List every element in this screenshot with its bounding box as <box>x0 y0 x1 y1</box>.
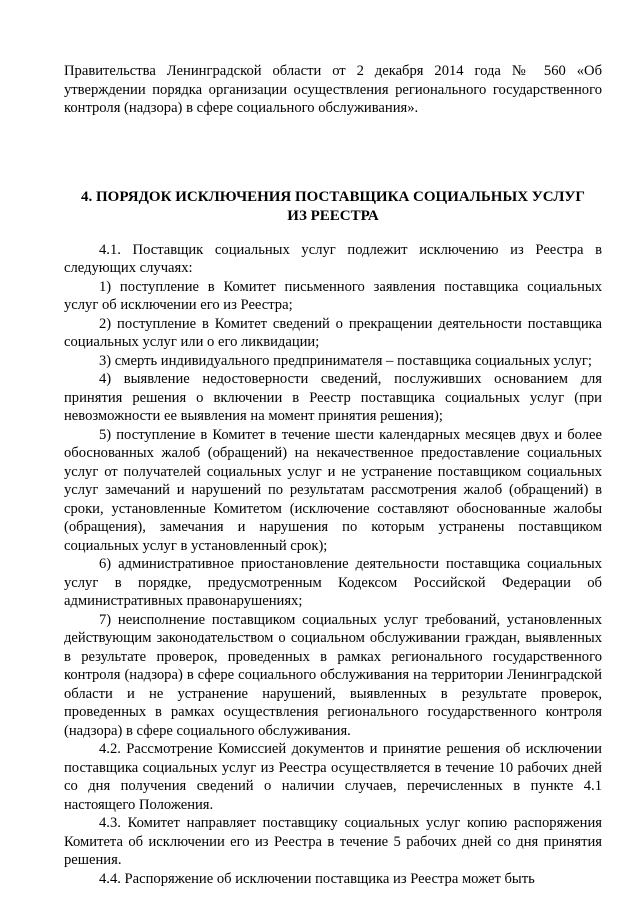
list-item-5: 5) поступление в Комитет в течение шести календарных месяцев двух и более обоснованных жалоб (обращений) на некачественное предоставление социальных услуг от получателей социальных услуг и не устранение поставщиком социальных услуг замечаний и нарушений по результатам рассмотрения жалоб (обращений) в сроки, установленные Комитетом (исключение составляют обоснованные жалобы (обращения), замечания и нарушения по которым устранены поставщиком социальных услуг в установленный срок); <box>64 426 602 554</box>
list-item-1: 1) поступление в Комитет письменного заявления поставщика социальных услуг об исключении его из Реестра; <box>64 278 602 313</box>
list-item-3: 3) смерть индивидуального предпринимателя – поставщика социальных услуг; <box>99 352 592 369</box>
paragraph-4-4: 4.4. Распоряжение об исключении поставщика из Реестра может быть <box>99 870 535 887</box>
paragraph-4-1: 4.1. Поставщик социальных услуг подлежит исключению из Реестра в следующих случаях: <box>64 241 602 276</box>
list-item-6: 6) административное приостановление деятельности поставщика социальных услуг в порядке, предусмотренным Кодексом Российской Федерации об административных правонарушениях; <box>64 556 602 609</box>
document-body <box>64 62 602 888</box>
list-item-7: 7) неисполнение поставщиком социальных услуг требований, установленных действующим законодательством о социальном обслуживании граждан, выявленных в результате проверок, проведенных в рамках регионального государственного контроля (надзора) в сфере социального обслуживания на территории Ленинградской области и не устранение нарушений, выявленных в результате проверок, проведенных в рамках осуществления регионального государственного контроля (надзора) в сфере социального обслуживания. <box>64 611 602 739</box>
list-item-2: 2) поступление в Комитет сведений о прекращении деятельности поставщика социальных услуг или о его ликвидации; <box>64 315 602 350</box>
list-item-4: 4) выявление недостоверности сведений, послуживших основанием для принятия решения о включении в Реестр поставщика социальных услуг (при невозможности ее выявления на момент принятия решения); <box>64 371 602 424</box>
section-heading: 4. ПОРЯДОК ИСКЛЮЧЕНИЯ ПОСТАВЩИКА СОЦИАЛЬНЫХ УСЛУГ ИЗ РЕЕСТРА <box>81 188 585 224</box>
intro-paragraph: Правительства Ленинградской области от 2 декабря 2014 года № 560 «Об утверждении порядка организации осуществления регионального государственного контроля (надзора) в сфере социального обслуживания». <box>64 63 602 116</box>
paragraph-4-3: 4.3. Комитет направляет поставщику социальных услуг копию распоряжения Комитета об исключении его из Реестра в течение 5 рабочих дней со дня принятия решения. <box>64 815 602 868</box>
paragraph-4-2: 4.2. Рассмотрение Комиссией документов и принятие решения об исключении поставщика социальных услуг из Реестра осуществляется в течение 10 рабочих дней со дня получения сведений о наличии случаев, перечисленных в пункте 4.1 настоящего Положения. <box>64 741 602 813</box>
